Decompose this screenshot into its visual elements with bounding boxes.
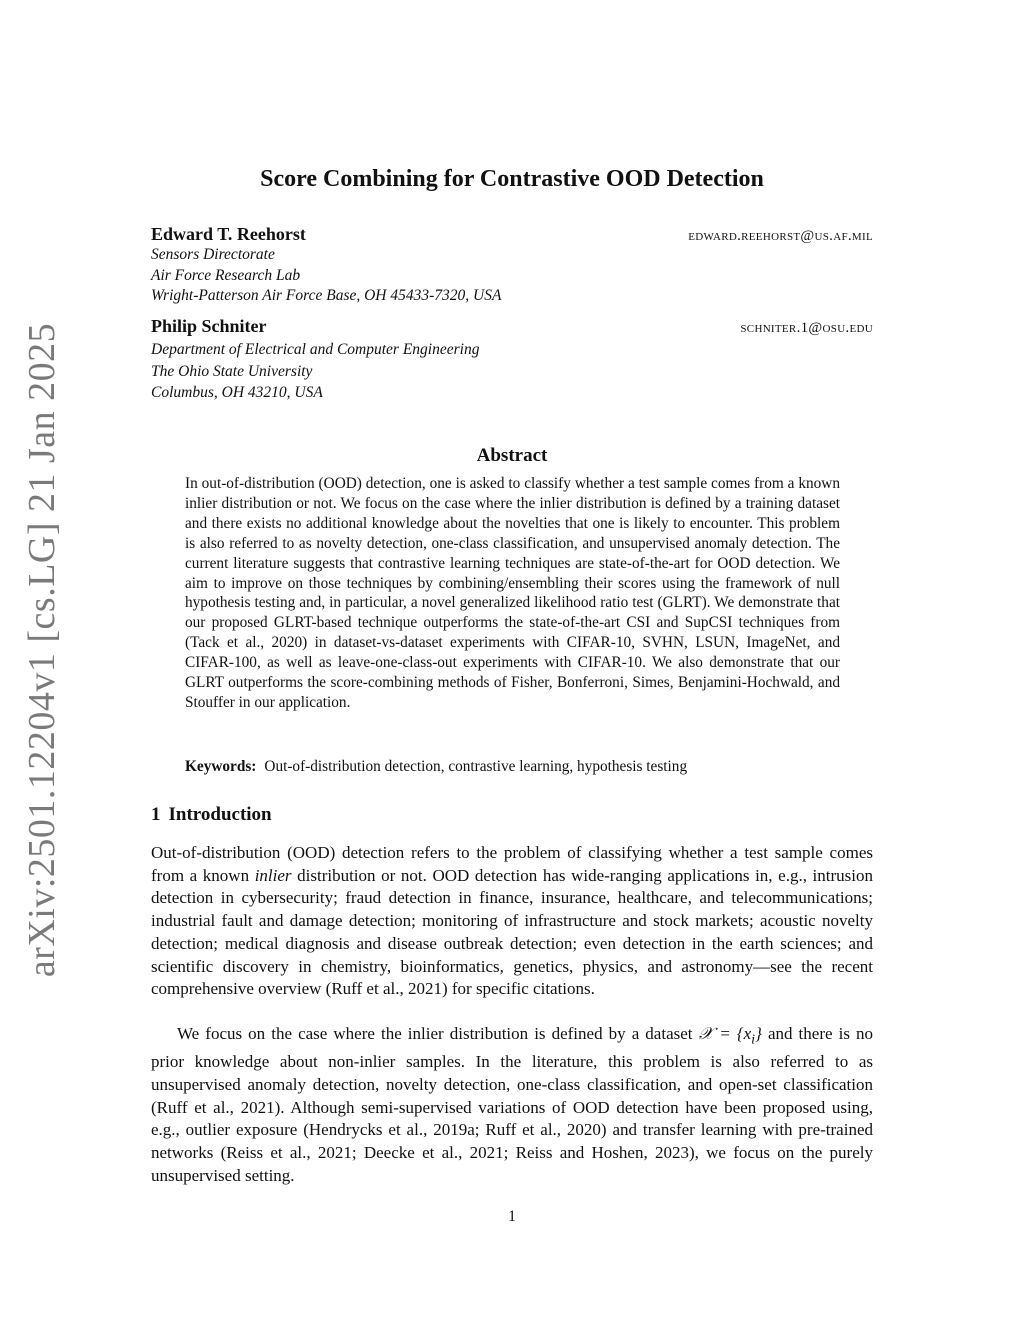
intro-paragraph-1 <box>151 842 873 1001</box>
text-run: We focus on the case where the inlier distribution is defined by a dataset <box>177 1024 699 1043</box>
author-email[interactable]: edward.reehorst@us.af.mil <box>688 228 873 244</box>
math-dataset <box>698 1024 762 1048</box>
affiliation-line: Wright-Patterson Air Force Base, OH 45433-7320, USA <box>151 287 502 304</box>
math-close: } <box>755 1024 762 1043</box>
emphasis-inlier: inlier <box>254 865 292 885</box>
author-block-2 <box>151 316 873 404</box>
abstract-text: In out-of-distribution (OOD) detection, one is asked to classify whether a test sample comes from a known inlier distribution or not. We focus on the case where the inlier distribution is defined by a training dataset and there exists no additional knowledge about the novelties that one is likely to encounter. This problem is also referred to as novelty detection, one-class classification, and unsupervised anomaly detection. The current literature suggests that contrastive learning techniques are state-of-the-art for OOD detection. We aim to improve on those techniques by combining/ensembling their scores using the framework of null hypothesis testing and, in particular, a novel generalized likelihood ratio test (GLRT). We demonstrate that our proposed GLRT-based technique outperforms the state-of-the-art CSI and SupCSI techniques from (Tack et al., 2020) in dataset-vs-dataset experiments with CIFAR-10, SVHN, LSUN, ImageNet, and CIFAR-100, as well as leave-one-class-out experiments with CIFAR-10. We also demonstrate that our GLRT outperforms the score-combining methods of Fisher, Bonferroni, Simes, Benjamini-Hochwald, and Stouffer in our application. <box>185 475 840 711</box>
abstract-heading: Abstract <box>476 445 548 466</box>
arxiv-identifier: arXiv:2501.12204v1 [cs.LG] 21 Jan 2025 <box>21 322 63 978</box>
affiliation-line: The Ohio State University <box>151 362 313 380</box>
math-subscript: i <box>751 1031 756 1048</box>
text-run: Out-of-distribution (OOD) detection refers to the problem of classifying whether a test sample comes from a known <box>151 843 873 885</box>
author-name: Edward T. Reehorst <box>151 224 306 244</box>
author-email[interactable]: schniter.1@osu.edu <box>740 320 873 336</box>
keywords <box>185 757 840 777</box>
author-name: Philip Schniter <box>151 316 267 336</box>
keywords-label: Keywords: <box>185 758 257 775</box>
affiliation-line: Department of Electrical and Computer Engineering <box>151 341 480 358</box>
paper-title: Score Combining for Contrastive OOD Detection <box>260 166 764 192</box>
intro-paragraph-2 <box>151 1023 873 1187</box>
text-run: distribution or not. OOD detection has wide-ranging applications in, e.g., intrusion detection in cybersecurity; fraud detection in finance, insurance, healthcare, and telecommunications; industrial fault and damage detection; monitoring of infrastructure and stock markets; acoustic novelty detection; medical diagnosis and disease outbreak detection; even detection in the earth sciences; and scientific discovery in chemistry, bioinformatics, genetics, physics, and astronomy—see the recent comprehensive overview (Ruff et al., 2021) for specific citations. <box>151 865 873 999</box>
affiliation-line: Air Force Research Lab <box>151 266 301 284</box>
affiliation-line: Columbus, OH 43210, USA <box>151 384 323 401</box>
math-expression: 𝒳 = {x <box>698 1024 752 1043</box>
affiliation-line: Sensors Directorate <box>151 246 275 263</box>
page-number: 1 <box>508 1208 516 1225</box>
section-heading <box>151 804 272 826</box>
text-run: and there is no prior knowledge about non-inlier samples. In the literature, this problem is also referred to as unsupervised anomaly detection, novelty detection, one-class classification, and open-set classification (Ruff et al., 2021). Although semi-supervised variations of OOD detection have been proposed using, e.g., outlier exposure (Hendrycks et al., 2019a; Ruff et al., 2020) and transfer learning with pre-trained networks (Reiss et al., 2021; Deecke et al., 2021; Reiss and Hoshen, 2023), we focus on the purely unsupervised setting. <box>151 1024 873 1185</box>
author-block-1 <box>151 224 873 307</box>
section-title: Introduction <box>168 804 272 825</box>
section-number: 1 <box>151 804 161 825</box>
keywords-list: Out-of-distribution detection, contrastive learning, hypothesis testing <box>264 758 688 775</box>
